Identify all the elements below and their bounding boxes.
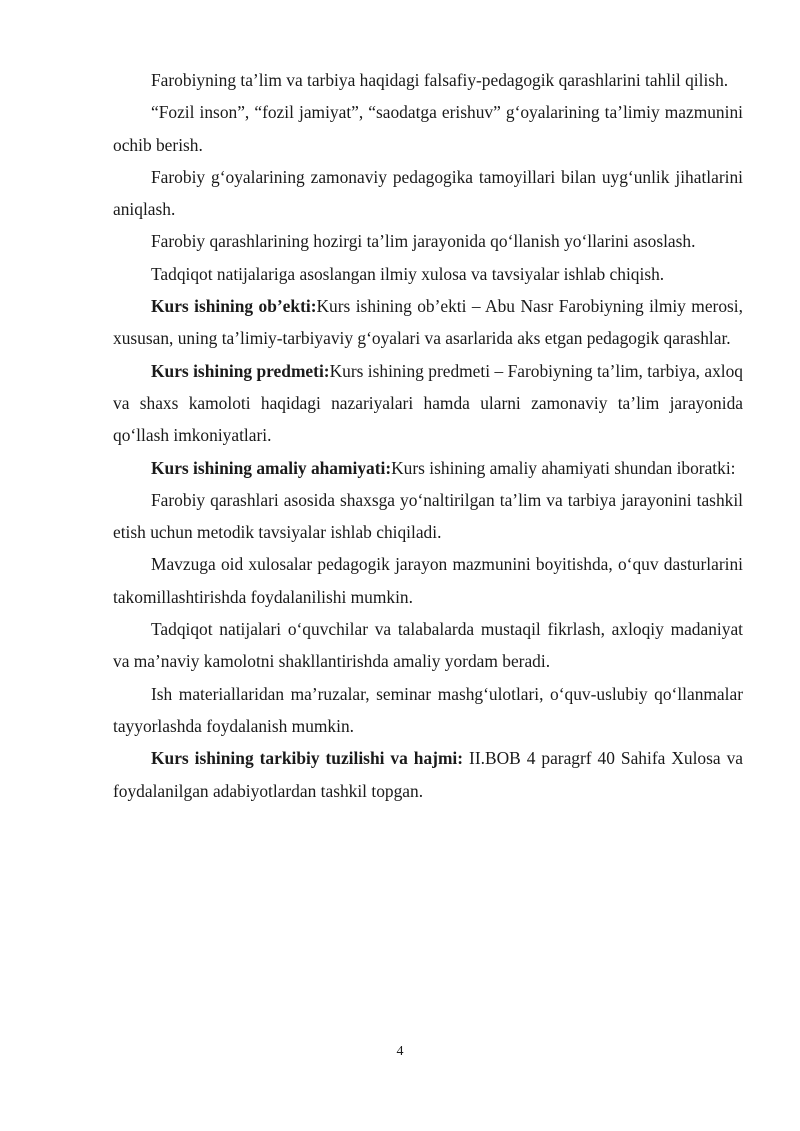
paragraph-text: Farobiy qarashlari asosida shaxsga yo‘naltirilgan ta’lim va tarbiya jarayonini tashkil etish uchun metodik tavsiyalar ishlab chiqiladi. bbox=[113, 489, 743, 543]
paragraph-practical-4 bbox=[113, 678, 743, 743]
paragraph-goal-3 bbox=[113, 161, 743, 226]
paragraph-text: Ish materiallaridan ma’ruzalar, seminar mashg‘ulotlari, o‘quv-uslubiy qo‘llanmalar tayyorlashda foydalanish mumkin. bbox=[113, 683, 743, 736]
paragraph-text: Kurs ishining amaliy ahamiyati shundan iboratki: bbox=[391, 457, 736, 478]
paragraph-practical-3 bbox=[113, 613, 743, 678]
paragraph-structure bbox=[113, 742, 743, 807]
page-number: 4 bbox=[396, 1044, 404, 1059]
paragraph-practical-2 bbox=[113, 548, 743, 613]
paragraph-text: Tadqiqot natijalari o‘quvchilar va talabalarda mustaqil fikrlash, axloqiy madaniyat va ma’naviy kamolotni shakllantirishda amaliy yordam beradi. bbox=[113, 619, 743, 672]
paragraph-label: Kurs ishining predmeti: bbox=[151, 360, 330, 381]
body-text bbox=[113, 64, 743, 807]
paragraph-text: Farobiy qarashlarining hozirgi ta’lim jarayonida qo‘llanish yo‘llarini asoslash. bbox=[151, 231, 696, 252]
paragraph-text: Kurs ishining ob’ekti – Abu Nasr Farobiyning ilmiy merosi, xususan, uning ta’limiy-tarbiyaviy g‘oyalari va asarlarida aks etgan pedagogik qarashlar. bbox=[113, 296, 743, 349]
paragraph-text: Tadqiqot natijalariga asoslangan ilmiy xulosa va tavsiyalar ishlab chiqish. bbox=[151, 263, 665, 284]
paragraph-goal-4 bbox=[113, 225, 743, 257]
paragraph-text: Farobiyning ta’lim va tarbiya haqidagi falsafiy-pedagogik qarashlarini tahlil qilish. bbox=[151, 70, 729, 90]
paragraph-object bbox=[113, 290, 743, 355]
paragraph-text: Mavzuga oid xulosalar pedagogik jarayon mazmunini boyitishda, o‘quv dasturlarini takomillashtirishda foydalanilishi mumkin. bbox=[113, 554, 743, 607]
paragraph-text: II.BOB 4 paragrf 40 Sahifa Xulosa va foydalanilgan adabiyotlardan tashkil topgan. bbox=[113, 748, 743, 801]
paragraph-text: Kurs ishining predmeti – Farobiyning ta’lim, tarbiya, axloq va shaxs kamoloti haqidagi nazariyalari hamda ularni zamonaviy ta’lim jarayonida qo‘llash imkoniyatlari. bbox=[113, 360, 743, 446]
paragraph-text: Farobiy g‘oyalarining zamonaviy pedagogika tamoyillari bilan uyg‘unlik jihatlarini aniqlash. bbox=[113, 166, 743, 220]
paragraph-practical-1 bbox=[113, 484, 743, 549]
paragraph-label: Kurs ishining amaliy ahamiyati: bbox=[151, 457, 392, 478]
paragraph-goal-1 bbox=[113, 64, 743, 96]
paragraph-practical-significance bbox=[113, 452, 743, 484]
paragraph-goal-2 bbox=[113, 96, 743, 161]
paragraph-subject bbox=[113, 355, 743, 452]
paragraph-goal-5 bbox=[113, 258, 743, 290]
paragraph-label: Kurs ishining tarkibiy tuzilishi va hajmi: bbox=[151, 748, 464, 769]
paragraph-text: “Fozil inson”, “fozil jamiyat”, “saodatga erishuv” g‘oyalarining ta’limiy mazmunini ochib berish. bbox=[113, 102, 743, 155]
paragraph-label: Kurs ishining ob’ekti: bbox=[151, 296, 317, 317]
